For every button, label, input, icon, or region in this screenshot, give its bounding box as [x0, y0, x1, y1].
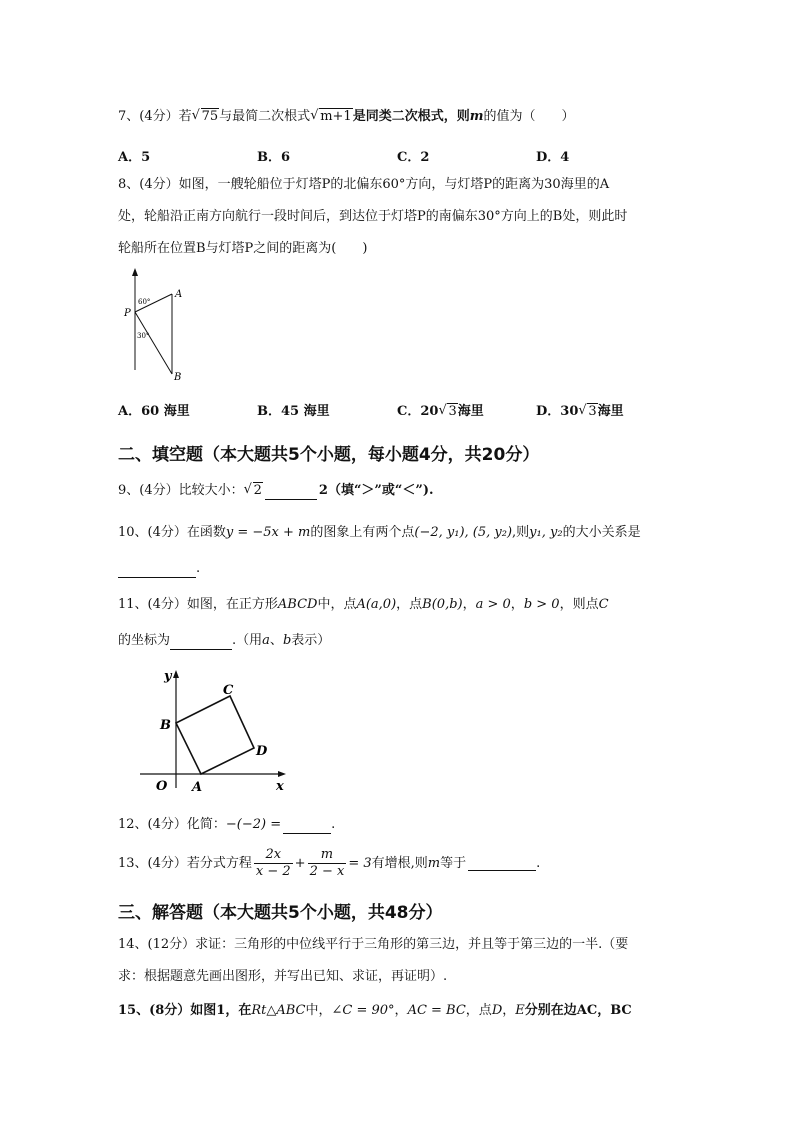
q7-option-b[interactable]: B．6 [257, 150, 291, 165]
q10-answer-blank[interactable] [118, 563, 196, 578]
q11-label-o: O [156, 779, 168, 794]
q8-line-3: 轮船所在位置B与灯塔P之间的距离为( ) [118, 241, 368, 256]
q7-prefix: 7、(4分）若 [118, 109, 192, 124]
q7-radical-75: √ 75 [192, 108, 220, 126]
q8-line-1: 8、(4分）如图，一艘轮船位于灯塔P的北偏东60°方向，与灯塔P的距离为30海里的A [118, 177, 610, 192]
q11-label-x: x [276, 779, 284, 794]
q11-answer-blank[interactable] [170, 635, 232, 650]
q10-answer-line: . [118, 560, 200, 578]
section-3-heading: 三、解答题（本大题共5个小题，共48分） [118, 903, 443, 923]
q8-option-d[interactable]: D．30√ 3海里 [536, 400, 624, 419]
q11-stem: 11、(4分）如图，在正方形ABCD中，点A(a,0)，点B(0,b)，a > 0，b > 0，则点C [118, 597, 609, 612]
q9-radical-2: √ 2 [244, 482, 263, 500]
q12-answer-blank[interactable] [283, 819, 331, 834]
q14-line-2: 求：根据题意先画出图形，并写出已知、求证，再证明）. [118, 969, 448, 984]
q9-answer-blank[interactable] [265, 485, 317, 500]
q11-y-arrow [173, 670, 179, 678]
q13-answer-blank[interactable] [468, 856, 536, 871]
q8-option-b[interactable]: B．45 海里 [257, 404, 330, 419]
q9-stem: 9、(4分）比较大小：√ 2 2（填“＞”或“＜”). [118, 482, 434, 500]
section-2-heading: 二、填空题（本大题共5个小题，每小题4分，共20分） [118, 445, 540, 465]
q12-stem: 12、(4分）化简：−(−2) = . [118, 817, 336, 832]
q13-stem: 13、(4分）若分式方程 $\frac{2x}{x - 2}$ + $\frac{m}{2 - x}$ = 3有增根,则m等于 . [118, 847, 541, 879]
q7-option-a[interactable]: A．5 [118, 150, 151, 165]
q8-label-b: B [174, 372, 182, 383]
q8-label-a: A [175, 289, 183, 300]
q11-line-2: 的坐标为 .（用a、b表示） [118, 633, 331, 648]
q14-line-1: 14、(12分）求证：三角形的中位线平行于三角形的第三边，并且等于第三边的一半.（要 [118, 937, 629, 952]
q11-label-d: D [256, 744, 268, 759]
q8-label-p: P [124, 308, 131, 319]
q11-figure [132, 662, 297, 794]
q8-option-a[interactable]: A．60 海里 [118, 404, 190, 419]
q8-figure [118, 266, 208, 386]
q11-label-c: C [223, 683, 234, 698]
q11-square-abcd [176, 696, 254, 774]
q8-option-c[interactable]: C．20√ 3海里 [397, 400, 484, 419]
q7-option-d[interactable]: D．4 [536, 150, 570, 165]
q11-label-b: B [160, 718, 171, 733]
q15-stem: 15、(8分）如图1，在Rt△ABC中，∠C = 90°，AC = BC，点D，E分别在边AC，BC [118, 1003, 632, 1018]
q11-label-a: A [192, 780, 203, 794]
q8-angle-30: 30° [137, 332, 150, 340]
q7-option-c[interactable]: C．2 [397, 150, 430, 165]
q7-radical-m1: √ m+1 [310, 108, 353, 126]
q11-label-y: y [164, 669, 172, 684]
q8-segment-pb [135, 312, 172, 374]
q13-fraction-1: $\frac{2x}{x - 2}$ [255, 847, 291, 879]
q13-fraction-2: $\frac{m}{2 - x}$ [309, 847, 345, 879]
q10-stem: 10、(4分）在函数y = −5x + m的图象上有两个点(−2, y₁), (5, y₂),则y₁, y₂的大小关系是 [118, 525, 641, 540]
q8-north-arrow [132, 268, 138, 276]
q11-x-arrow [278, 771, 286, 777]
q8-radical-3b: √ 3 [578, 404, 597, 419]
q8-angle-60: 60° [138, 298, 151, 306]
q8-line-2: 处，轮船沿正南方向航行一段时间后，到达位于灯塔P的南偏东30°方向上的B处，则此时 [118, 209, 628, 224]
q8-radical-3a: √ 3 [438, 404, 457, 419]
q7-stem: 7、(4分）若√ 75与最简二次根式√ m+1是同类二次根式，则m的值为（ ） [118, 108, 574, 126]
